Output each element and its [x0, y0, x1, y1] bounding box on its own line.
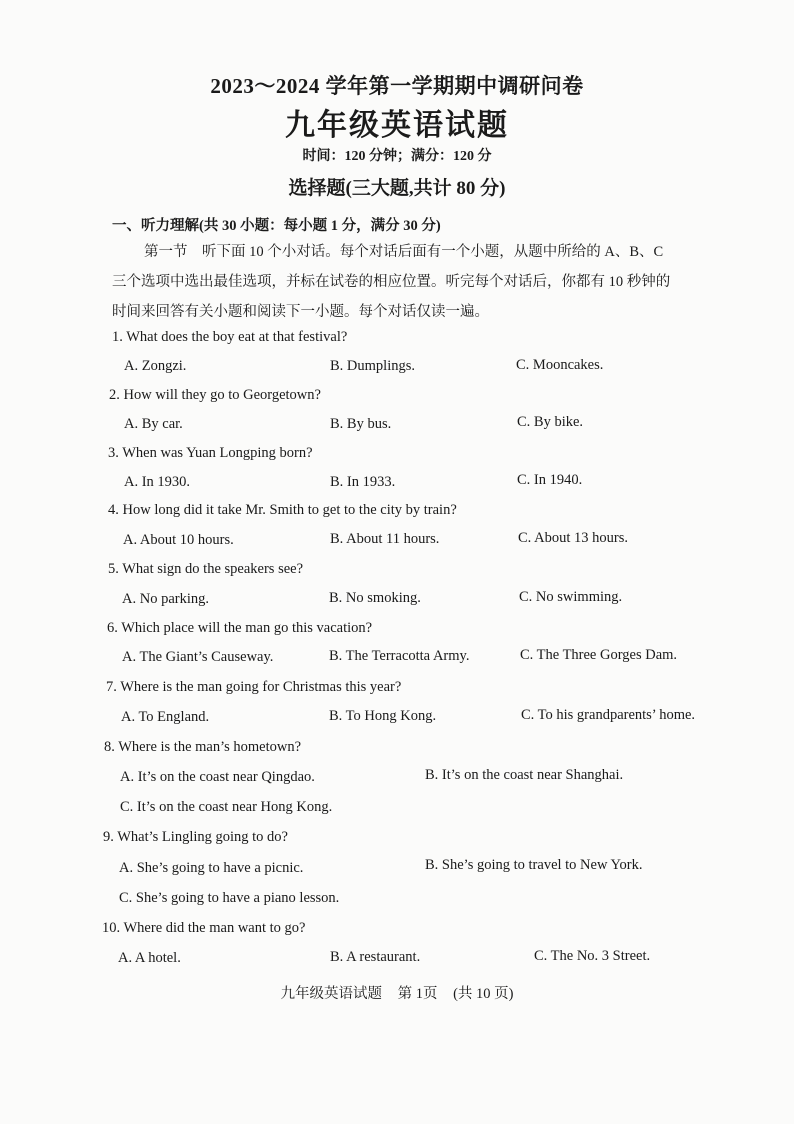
question-text: 8. Where is the man’s hometown?: [104, 739, 302, 755]
option-b: B. To Hong Kong.: [329, 708, 437, 724]
option-c: C. The Three Gorges Dam.: [520, 647, 678, 663]
option-b: B. No smoking.: [329, 590, 421, 606]
instruction-line: 第一节 听下面 10 个小对话。每个对话后面有一个小题，从题中所给的 A、B、C: [144, 244, 664, 260]
option-c: C. To his grandparents’ home.: [521, 707, 696, 723]
option-c: C. She’s going to have a piano lesson.: [119, 890, 340, 906]
option-c: C. It’s on the coast near Hong Kong.: [120, 799, 333, 815]
option-a: A. A hotel.: [118, 950, 181, 966]
question-text: 1. What does the boy eat at that festival?: [112, 329, 348, 345]
instruction-line: 时间来回答有关小题和阅读下一小题。每个对话仅读一遍。: [112, 304, 489, 320]
option-a: A. The Giant’s Causeway.: [122, 649, 274, 665]
option-a: A. By car.: [124, 416, 183, 432]
footer-subject: 九年级英语试题: [280, 986, 382, 1002]
option-a: A. In 1930.: [124, 474, 191, 490]
option-b: B. By bus.: [330, 416, 392, 432]
option-c: C. About 13 hours.: [518, 530, 628, 546]
option-b: B. She’s going to travel to New York.: [425, 857, 643, 873]
option-a: A. She’s going to have a picnic.: [119, 860, 304, 876]
time-info: 时间：120 分钟；满分：120 分: [302, 149, 492, 164]
exam-subtitle: 九年级英语试题: [285, 108, 509, 143]
option-a: A. To England.: [121, 709, 210, 725]
question-text: 3. When was Yuan Longping born?: [108, 445, 313, 461]
option-a: A. About 10 hours.: [123, 532, 234, 548]
page-footer: [0, 982, 794, 1003]
part-heading: 一、听力理解(共 30 小题：每小题 1 分，满分 30 分): [112, 218, 441, 234]
option-c: C. The No. 3 Street.: [534, 948, 651, 964]
option-b: B. A restaurant.: [330, 949, 421, 965]
question-text: 9. What’s Lingling going to do?: [103, 829, 288, 845]
footer-total-pages: (共 10 页): [453, 986, 514, 1002]
footer-page-number: 第 1页: [397, 986, 438, 1002]
option-c: C. No swimming.: [519, 589, 623, 605]
exam-title: 2023～2024 学年第一学期期中调研问卷: [210, 74, 584, 98]
question-text: 7. Where is the man going for Christmas this year?: [106, 679, 402, 695]
option-a: A. Zongzi.: [124, 358, 187, 374]
instruction-line: 三个选项中选出最佳选项，并标在试卷的相应位置。听完每个对话后，你都有 10 秒钟的: [112, 274, 671, 290]
question-text: 10. Where did the man want to go?: [102, 920, 306, 936]
question-text: 2. How will they go to Georgetown?: [109, 387, 321, 403]
option-a: A. It’s on the coast near Qingdao.: [120, 769, 315, 785]
option-b: B. About 11 hours.: [330, 531, 440, 547]
section-heading: 选择题(三大题,共计 80 分): [288, 178, 506, 199]
option-c: C. Mooncakes.: [516, 357, 604, 373]
question-text: 4. How long did it take Mr. Smith to get to the city by train?: [108, 502, 457, 518]
option-b: B. The Terracotta Army.: [329, 648, 470, 664]
option-a: A. No parking.: [122, 591, 209, 607]
question-text: 6. Which place will the man go this vacation?: [107, 620, 373, 636]
option-b: B. It’s on the coast near Shanghai.: [425, 767, 624, 783]
option-c: C. By bike.: [517, 414, 584, 430]
option-b: B. In 1933.: [330, 474, 396, 490]
option-b: B. Dumplings.: [330, 358, 415, 374]
option-c: C. In 1940.: [517, 472, 583, 488]
question-text: 5. What sign do the speakers see?: [108, 561, 304, 577]
instructions: [112, 237, 712, 327]
